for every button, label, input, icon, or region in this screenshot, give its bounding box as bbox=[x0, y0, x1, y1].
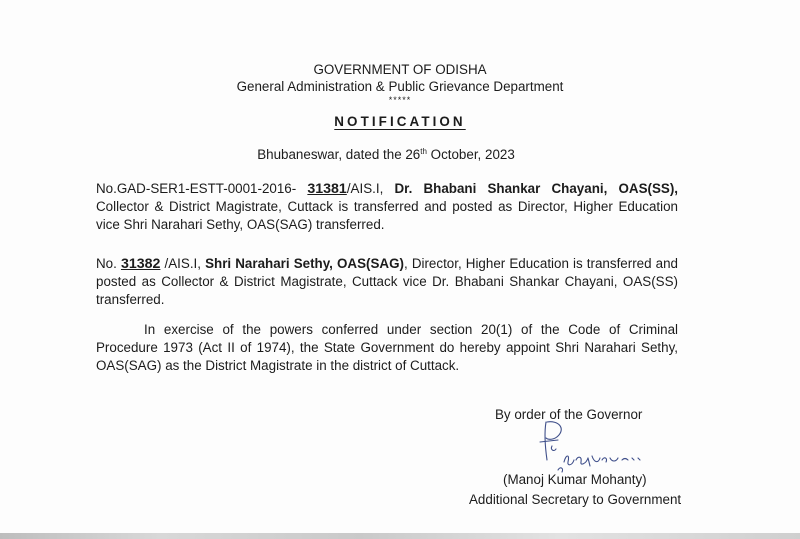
page-bottom-edge bbox=[0, 533, 800, 539]
notification-number: 31382 bbox=[120, 256, 161, 272]
dateline-suffix: October, 2023 bbox=[426, 147, 515, 162]
paragraph-appointment: In exercise of the powers conferred under section 20(1) of the Code of Criminal Procedure 1973 (Act II of 1974), the State Government do hereby appoint Shri Narahari Sethy, OAS(SAG) as the District Magistrate in the district of Cuttack. bbox=[96, 322, 678, 373]
paragraph-transfer-2 bbox=[96, 255, 678, 309]
separator-stars: ***** bbox=[388, 95, 412, 105]
paragraph-body: Collector & District Magistrate, Cuttack is transferred and posted as Director, Higher Education vice Shri Narahari Sethy, OAS(SAG) transferred. bbox=[96, 199, 678, 232]
dateline-ordinal: th bbox=[420, 147, 427, 156]
officer-name: Shri Narahari Sethy, OAS(SAG) bbox=[205, 256, 404, 271]
signatory-designation: Additional Secretary to Government bbox=[469, 492, 682, 507]
notification-title: NOTIFICATION bbox=[334, 114, 466, 129]
reference-prefix: No. bbox=[96, 256, 121, 271]
reference-suffix: /AIS.I, bbox=[160, 256, 206, 271]
department-heading: General Administration & Public Grievance Department bbox=[236, 79, 564, 94]
reference-prefix: No.GAD-SER1-ESTT-0001-2016- bbox=[96, 181, 308, 196]
by-order-line: By order of the Governor bbox=[495, 407, 643, 422]
government-heading: GOVERNMENT OF ODISHA bbox=[313, 62, 487, 77]
paragraph-transfer-1 bbox=[96, 180, 678, 234]
dateline-prefix: Bhubaneswar, dated the 26 bbox=[257, 147, 421, 162]
reference-suffix: /AIS.I, bbox=[346, 181, 395, 196]
officer-name: Dr. Bhabani Shankar Chayani, OAS(SS), bbox=[394, 181, 679, 196]
paragraph-body: , Director, Higher Education is transferred and posted as Collector & District Magistrate, Cuttack vice Dr. Bhabani Shankar Chayani, OAS(SS) transferred. bbox=[96, 256, 679, 307]
signatory-name: (Manoj Kumar Mohanty) bbox=[503, 472, 647, 487]
notification-number: 31381 bbox=[307, 181, 347, 197]
dateline bbox=[0, 147, 772, 163]
